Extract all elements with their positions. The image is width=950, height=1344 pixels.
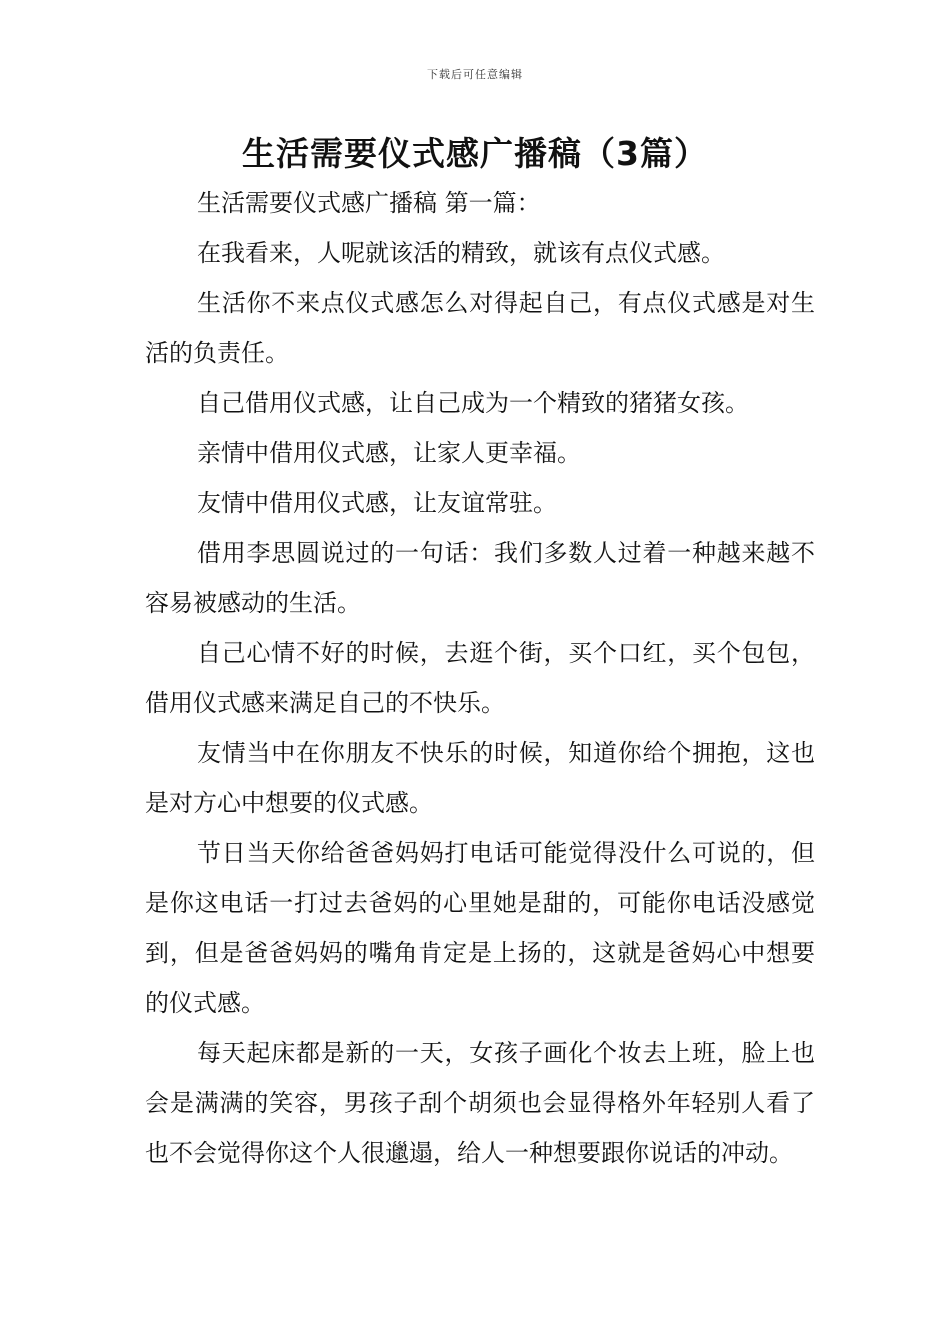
- document-body: [145, 178, 815, 1178]
- header-note: 下载后可任意编辑: [427, 68, 523, 81]
- paragraph: 自己心情不好的时候，去逛个街，买个口红，买个包包，借用仪式感来满足自己的不快乐。: [145, 639, 815, 717]
- paragraph: 在我看来，人呢就该活的精致，就该有点仪式感。: [197, 239, 725, 267]
- paragraph: 每天起床都是新的一天，女孩子画化个妆去上班，脸上也会是满满的笑容，男孩子刮个胡须也会显得格外年轻别人看了也不会觉得你这个人很邋遢，给人一种想要跟你说话的冲动。: [145, 1039, 815, 1167]
- paragraph: 自己借用仪式感，让自己成为一个精致的猪猪女孩。: [197, 389, 749, 417]
- paragraph-section-heading: 生活需要仪式感广播稿 第一篇：: [197, 189, 541, 217]
- paragraph: 友情当中在你朋友不快乐的时候，知道你给个拥抱，这也是对方心中想要的仪式感。: [145, 739, 815, 817]
- paragraph: 借用李思圆说过的一句话：我们多数人过着一种越来越不容易被感动的生活。: [145, 539, 815, 617]
- paragraph: 生活你不来点仪式感怎么对得起自己，有点仪式感是对生活的负责任。: [145, 289, 815, 367]
- paragraph: 友情中借用仪式感，让友谊常驻。: [197, 489, 557, 517]
- paragraph: 亲情中借用仪式感，让家人更幸福。: [197, 439, 581, 467]
- document-title: 生活需要仪式感广播稿（3篇）: [242, 134, 708, 173]
- paragraph: 节日当天你给爸爸妈妈打电话可能觉得没什么可说的，但是你这电话一打过去爸妈的心里她是甜的，可能你电话没感觉到，但是爸爸妈妈的嘴角肯定是上扬的，这就是爸妈心中想要的仪式感。: [145, 839, 815, 1017]
